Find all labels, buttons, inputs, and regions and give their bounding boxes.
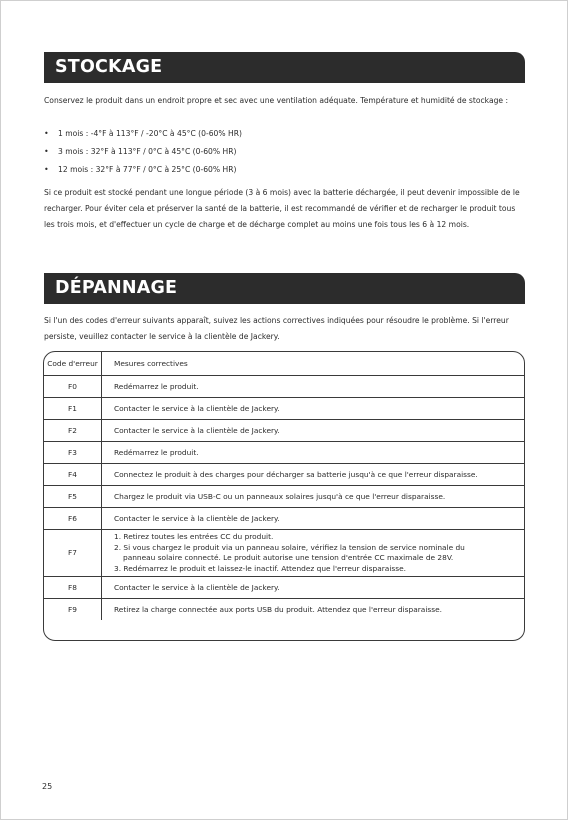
table-row <box>44 464 524 486</box>
table-row <box>44 420 524 442</box>
table-row <box>44 508 524 530</box>
corrective-action: Connectez le produit à des charges pour décharger sa batterie jusqu'à ce que l'erreur disparaisse. <box>102 464 525 486</box>
corrective-action: Retirez la charge connectée aux ports USB du produit. Attendez que l'erreur disparaisse. <box>114 604 442 614</box>
step-continuation: panneau solaire connecté. Le produit autorise une tension d'entrée CC maximale de 28V. <box>123 553 454 562</box>
table-row <box>44 530 524 577</box>
corrective-action <box>102 530 525 577</box>
corrective-action: Contacter le service à la clientèle de Jackery. <box>102 398 525 420</box>
corrective-action: Redémarrez le produit. <box>102 376 525 398</box>
corrective-action: Contacter le service à la clientèle de Jackery. <box>102 577 525 599</box>
error-code: F5 <box>44 486 102 508</box>
table-row <box>44 398 524 420</box>
error-code: F3 <box>44 442 102 464</box>
storage-bullet-3-months: • 3 mois : 32°F à 113°F / 0°C à 45°C (0-60% HR) <box>44 143 525 161</box>
error-code: F7 <box>44 530 102 577</box>
header-action: Mesures correctives <box>102 352 525 376</box>
troubleshooting-heading: DÉPANNAGE <box>55 278 178 298</box>
step: 3. Redémarrez le produit et laissez-le inactif. Attendez que l'erreur disparaisse. <box>114 563 406 573</box>
corrective-steps <box>114 532 518 574</box>
storage-bullet-1-month: • 1 mois : -4°F à 113°F / -20°C à 45°C (0-60% HR) <box>44 125 525 143</box>
error-code: F6 <box>44 508 102 530</box>
step: 1. Retirez toutes les entrées CC du produit. <box>114 532 274 541</box>
table-row <box>44 442 524 464</box>
corrective-action: Contacter le service à la clientèle de Jackery. <box>102 508 525 530</box>
troubleshooting-section-header <box>44 273 525 304</box>
storage-bullet-12-months: • 12 mois : 32°F à 77°F / 0°C à 25°C (0-60% HR) <box>44 161 525 179</box>
table-row <box>44 599 524 621</box>
troubleshooting-intro: Si l'un des codes d'erreur suivants apparaît, suivez les actions correctives indiquées pour résoudre le problème. Si l'erreur persiste, veuillez contacter le service à la clientèle de Jackery. <box>44 316 509 341</box>
storage-section-header <box>44 52 525 83</box>
storage-heading: STOCKAGE <box>55 57 163 77</box>
storage-bullet-list <box>44 125 525 179</box>
error-code: F0 <box>44 376 102 398</box>
corrective-action: Contacter le service à la clientèle de Jackery. <box>102 420 525 442</box>
error-code: F1 <box>44 398 102 420</box>
error-code: F4 <box>44 464 102 486</box>
table-row <box>44 486 524 508</box>
corrective-action: Redémarrez le produit. <box>102 442 525 464</box>
step: 2. Si vous chargez le produit via un panneau solaire, vérifiez la tension de service nominale du <box>114 542 465 552</box>
error-code-table <box>43 351 525 641</box>
table-row <box>44 376 524 398</box>
table-row <box>44 577 524 599</box>
error-code: F9 <box>44 599 102 621</box>
storage-intro: Conservez le produit dans un endroit propre et sec avec une ventilation adéquate. Température et humidité de stockage : <box>44 96 509 105</box>
page-number: 25 <box>42 782 53 791</box>
table-header-row <box>44 352 524 376</box>
error-code: F8 <box>44 577 102 599</box>
header-code: Code d'erreur <box>44 352 102 376</box>
storage-note: Si ce produit est stocké pendant une longue période (3 à 6 mois) avec la batterie déchargée, il peut devenir impossible de le recharger. Pour éviter cela et préserver la santé de la batterie, il est recommandé de vérifier et de recharger le produit tous les trois mois, et d'effectuer un cycle de charge et de décharge complet au moins une fois tous les 6 à 12 mois. <box>44 188 520 229</box>
corrective-action: Chargez le produit via USB-C ou un panneaux solaires jusqu'à ce que l'erreur disparaisse. <box>102 486 525 508</box>
error-code: F2 <box>44 420 102 442</box>
